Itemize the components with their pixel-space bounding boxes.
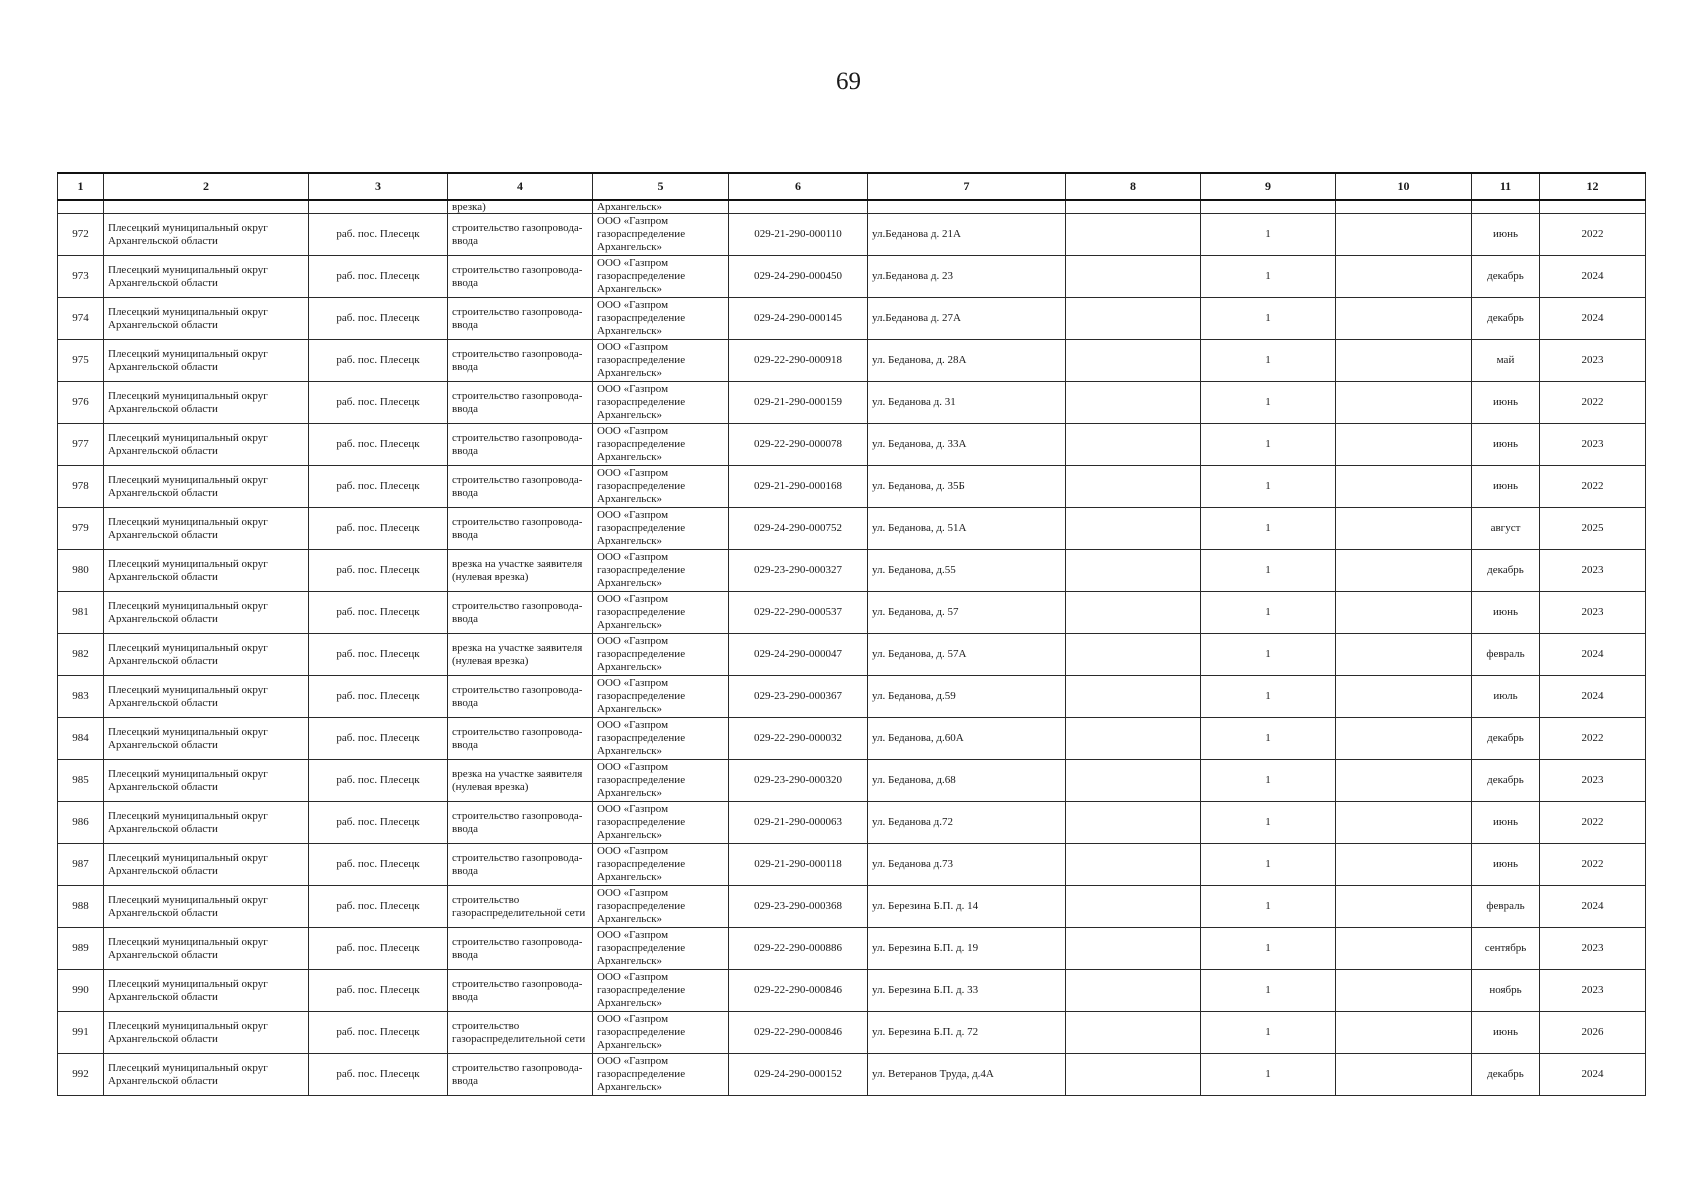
cell-col-10 (1336, 634, 1472, 676)
table-row (58, 970, 1646, 1012)
cell-col-5: ООО «Газпром газораспределение Архангельск» (593, 634, 729, 676)
cell-col-9: 1 (1201, 886, 1336, 928)
cell-col-5: ООО «Газпром газораспределение Архангельск» (593, 928, 729, 970)
cell-col-4: строительство газопровода-ввода (448, 970, 593, 1012)
cell-col-11: декабрь (1472, 298, 1540, 340)
cell-col-5: ООО «Газпром газораспределение Архангельск» (593, 844, 729, 886)
table-row (58, 844, 1646, 886)
cell-col-7: ул. Березина Б.П. д. 33 (868, 970, 1066, 1012)
cell-col-9: 1 (1201, 508, 1336, 550)
cell-col-1: 977 (58, 424, 104, 466)
cell-col-1: 974 (58, 298, 104, 340)
cell-col-6: 029-24-290-000752 (729, 508, 868, 550)
cell-col-6: 029-24-290-000450 (729, 256, 868, 298)
cell-col-7: ул. Беданова, д.68 (868, 760, 1066, 802)
cell-col-4: строительство газопровода-ввода (448, 928, 593, 970)
cell-col-3: раб. пос. Плесецк (309, 928, 448, 970)
table-row (58, 550, 1646, 592)
cell-col-12: 2022 (1540, 802, 1646, 844)
cell-col-11: июнь (1472, 466, 1540, 508)
cell-col-8 (1066, 256, 1201, 298)
cell-col-5: ООО «Газпром газораспределение Архангельск» (593, 802, 729, 844)
cell-col-8 (1066, 1054, 1201, 1096)
cell-col-2: Плесецкий муниципальный округ Архангельской области (104, 718, 309, 760)
cell-col-10 (1336, 550, 1472, 592)
cell-col-3: раб. пос. Плесецк (309, 550, 448, 592)
cell-col-1: 985 (58, 760, 104, 802)
cell-col-11: июнь (1472, 592, 1540, 634)
cell-col-5: ООО «Газпром газораспределение Архангельск» (593, 214, 729, 256)
cell-col-12: 2022 (1540, 382, 1646, 424)
cell-col-5: ООО «Газпром газораспределение Архангельск» (593, 340, 729, 382)
data-table (57, 172, 1646, 1096)
cell-col-7: ул. Беданова д. 31 (868, 382, 1066, 424)
cell-col-11: декабрь (1472, 1054, 1540, 1096)
cell-col-2: Плесецкий муниципальный округ Архангельской области (104, 844, 309, 886)
cell-col-10 (1336, 382, 1472, 424)
cell-col-2: Плесецкий муниципальный округ Архангельской области (104, 1054, 309, 1096)
cell-col-10 (1336, 466, 1472, 508)
cell-col-9: 1 (1201, 298, 1336, 340)
cell-col-5: ООО «Газпром газораспределение Архангельск» (593, 424, 729, 466)
cell-col-12: 2024 (1540, 634, 1646, 676)
cell-col-8 (1066, 634, 1201, 676)
cell-col-2: Плесецкий муниципальный округ Архангельской области (104, 382, 309, 424)
cell-col-2: Плесецкий муниципальный округ Архангельской области (104, 592, 309, 634)
cell-col-10 (1336, 1054, 1472, 1096)
cell-col-3: раб. пос. Плесецк (309, 424, 448, 466)
cell-col-6: 029-21-290-000063 (729, 802, 868, 844)
cell-col-4: строительство газораспределительной сети (448, 1012, 593, 1054)
cell-col-10 (1336, 844, 1472, 886)
cell-col-10 (1336, 970, 1472, 1012)
cell-col-4: строительство газопровода-ввода (448, 844, 593, 886)
cell-col-9: 1 (1201, 214, 1336, 256)
column-header-12: 12 (1540, 173, 1646, 200)
cell-col-8 (1066, 214, 1201, 256)
cell-col-2: Плесецкий муниципальный округ Архангельской области (104, 550, 309, 592)
table-row (58, 592, 1646, 634)
cell-col-6: 029-22-290-000846 (729, 1012, 868, 1054)
cell-col-5: ООО «Газпром газораспределение Архангельск» (593, 886, 729, 928)
cell-col-6: 029-22-290-000078 (729, 424, 868, 466)
cell-col-6: 029-23-290-000368 (729, 886, 868, 928)
cell-col-1: 979 (58, 508, 104, 550)
cell-col-9: 1 (1201, 550, 1336, 592)
cell-col-11: июнь (1472, 844, 1540, 886)
cell-col-4: строительство газопровода-ввода (448, 256, 593, 298)
cell-col-1: 972 (58, 214, 104, 256)
cell-col-6: 029-24-290-000145 (729, 298, 868, 340)
header-row (58, 173, 1646, 200)
cell-col-5: ООО «Газпром газораспределение Архангельск» (593, 508, 729, 550)
cell-col-4: строительство газопровода-ввода (448, 676, 593, 718)
cell-col-8 (1066, 550, 1201, 592)
cell-col-11: февраль (1472, 634, 1540, 676)
cell-col-8 (1066, 760, 1201, 802)
cell-col-9: 1 (1201, 466, 1336, 508)
cell-col-4: строительство газопровода-ввода (448, 466, 593, 508)
cell-col-2: Плесецкий муниципальный округ Архангельской области (104, 760, 309, 802)
cell-col-8 (1066, 466, 1201, 508)
cell-col-12: 2022 (1540, 466, 1646, 508)
table-row (58, 1012, 1646, 1054)
cell-col-9: 1 (1201, 424, 1336, 466)
cell-col-11: август (1472, 508, 1540, 550)
cell-col-4: строительство газопровода-ввода (448, 382, 593, 424)
cell-col-6: 029-22-290-000032 (729, 718, 868, 760)
cell-col-2: Плесецкий муниципальный округ Архангельской области (104, 886, 309, 928)
cell-col-1: 978 (58, 466, 104, 508)
cell-col-4: строительство газопровода-ввода (448, 1054, 593, 1096)
cell-col-11: июнь (1472, 802, 1540, 844)
cell-col-1: 992 (58, 1054, 104, 1096)
cell-col-10 (1336, 718, 1472, 760)
cell-col-8 (1066, 382, 1201, 424)
cell-col-2: Плесецкий муниципальный округ Архангельской области (104, 340, 309, 382)
cell-col-12: 2025 (1540, 508, 1646, 550)
cell-col-9: 1 (1201, 760, 1336, 802)
cell-col-5: ООО «Газпром газораспределение Архангельск» (593, 1054, 729, 1096)
cell-col-11: июнь (1472, 382, 1540, 424)
cell-col-5: ООО «Газпром газораспределение Архангельск» (593, 970, 729, 1012)
cell-col-5: ООО «Газпром газораспределение Архангельск» (593, 760, 729, 802)
cell-col-1: 976 (58, 382, 104, 424)
table-row (58, 466, 1646, 508)
cell-col-3: раб. пос. Плесецк (309, 886, 448, 928)
cell-col-8 (1066, 508, 1201, 550)
cell-col-12: 2023 (1540, 928, 1646, 970)
cell-col-5: ООО «Газпром газораспределение Архангельск» (593, 1012, 729, 1054)
cell-col-5: ООО «Газпром газораспределение Архангельск» (593, 592, 729, 634)
cell-col-7: ул.Беданова д. 21А (868, 214, 1066, 256)
cell-col-6: 029-22-290-000918 (729, 340, 868, 382)
cell-col-3: раб. пос. Плесецк (309, 508, 448, 550)
column-header-11: 11 (1472, 173, 1540, 200)
cell-col-2: Плесецкий муниципальный округ Архангельской области (104, 1012, 309, 1054)
cell-col-3: раб. пос. Плесецк (309, 382, 448, 424)
cell-col-7: ул. Беданова д.73 (868, 844, 1066, 886)
cell-col-7: ул. Ветеранов Труда, д.4А (868, 1054, 1066, 1096)
cell-col-6: 029-21-290-000168 (729, 466, 868, 508)
cell-col-11: июнь (1472, 1012, 1540, 1054)
cell-col-10 (1336, 214, 1472, 256)
cell-col-4: строительство газопровода-ввода (448, 298, 593, 340)
cell-col-7: ул. Беданова, д. 51А (868, 508, 1066, 550)
cell-col-1: 975 (58, 340, 104, 382)
table-row (58, 760, 1646, 802)
cell-col-5: ООО «Газпром газораспределение Архангельск» (593, 550, 729, 592)
cell-col-10 (1336, 1012, 1472, 1054)
cell-col-3: раб. пос. Плесецк (309, 214, 448, 256)
cell-col-7: ул. Березина Б.П. д. 72 (868, 1012, 1066, 1054)
cell-col-1: 986 (58, 802, 104, 844)
cell-col-5: ООО «Газпром газораспределение Архангельск» (593, 256, 729, 298)
cell-col-7: ул. Беданова, д. 28А (868, 340, 1066, 382)
cell-col-12: 2022 (1540, 718, 1646, 760)
cell-col-2: Плесецкий муниципальный округ Архангельской области (104, 214, 309, 256)
cell-col-11: июль (1472, 676, 1540, 718)
continuation-cell-4: врезка) (448, 200, 593, 214)
column-header-6: 6 (729, 173, 868, 200)
cell-col-8 (1066, 844, 1201, 886)
cell-col-9: 1 (1201, 340, 1336, 382)
cell-col-1: 981 (58, 592, 104, 634)
cell-col-12: 2024 (1540, 886, 1646, 928)
table-row (58, 382, 1646, 424)
table-row (58, 1054, 1646, 1096)
cell-col-5: ООО «Газпром газораспределение Архангельск» (593, 382, 729, 424)
continuation-cell-5: Архангельск» (593, 200, 729, 214)
cell-col-12: 2023 (1540, 970, 1646, 1012)
cell-col-12: 2026 (1540, 1012, 1646, 1054)
cell-col-6: 029-23-290-000320 (729, 760, 868, 802)
cell-col-1: 973 (58, 256, 104, 298)
cell-col-2: Плесецкий муниципальный округ Архангельской области (104, 508, 309, 550)
cell-col-9: 1 (1201, 1054, 1336, 1096)
cell-col-12: 2023 (1540, 592, 1646, 634)
cell-col-11: июнь (1472, 424, 1540, 466)
cell-col-3: раб. пос. Плесецк (309, 1012, 448, 1054)
cell-col-2: Плесецкий муниципальный округ Архангельской области (104, 676, 309, 718)
cell-col-10 (1336, 886, 1472, 928)
cell-col-8 (1066, 424, 1201, 466)
cell-col-9: 1 (1201, 970, 1336, 1012)
cell-col-9: 1 (1201, 256, 1336, 298)
cell-col-1: 991 (58, 1012, 104, 1054)
column-header-8: 8 (1066, 173, 1201, 200)
cell-col-9: 1 (1201, 1012, 1336, 1054)
cell-col-10 (1336, 592, 1472, 634)
table-row (58, 928, 1646, 970)
cell-col-11: декабрь (1472, 256, 1540, 298)
cell-col-2: Плесецкий муниципальный округ Архангельской области (104, 634, 309, 676)
cell-col-2: Плесецкий муниципальный округ Архангельской области (104, 802, 309, 844)
cell-col-10 (1336, 676, 1472, 718)
cell-col-11: декабрь (1472, 718, 1540, 760)
cell-col-11: февраль (1472, 886, 1540, 928)
cell-col-7: ул. Березина Б.П. д. 14 (868, 886, 1066, 928)
cell-col-5: ООО «Газпром газораспределение Архангельск» (593, 298, 729, 340)
cell-col-3: раб. пос. Плесецк (309, 760, 448, 802)
cell-col-2: Плесецкий муниципальный округ Архангельской области (104, 256, 309, 298)
cell-col-12: 2023 (1540, 760, 1646, 802)
cell-col-9: 1 (1201, 802, 1336, 844)
table-row (58, 634, 1646, 676)
cell-col-6: 029-24-290-000047 (729, 634, 868, 676)
table-row (58, 340, 1646, 382)
cell-col-9: 1 (1201, 592, 1336, 634)
continuation-row (58, 200, 1646, 214)
cell-col-11: май (1472, 340, 1540, 382)
column-header-3: 3 (309, 173, 448, 200)
cell-col-1: 990 (58, 970, 104, 1012)
cell-col-12: 2024 (1540, 256, 1646, 298)
cell-col-3: раб. пос. Плесецк (309, 802, 448, 844)
cell-col-1: 980 (58, 550, 104, 592)
table-row (58, 214, 1646, 256)
cell-col-10 (1336, 508, 1472, 550)
cell-col-1: 987 (58, 844, 104, 886)
column-header-1: 1 (58, 173, 104, 200)
cell-col-11: декабрь (1472, 550, 1540, 592)
cell-col-7: ул. Беданова, д. 57 (868, 592, 1066, 634)
cell-col-8 (1066, 592, 1201, 634)
cell-col-10 (1336, 340, 1472, 382)
cell-col-5: ООО «Газпром газораспределение Архангельск» (593, 466, 729, 508)
cell-col-11: ноябрь (1472, 970, 1540, 1012)
cell-col-1: 982 (58, 634, 104, 676)
cell-col-6: 029-21-290-000159 (729, 382, 868, 424)
cell-col-10 (1336, 424, 1472, 466)
cell-col-4: строительство газораспределительной сети (448, 886, 593, 928)
column-header-7: 7 (868, 173, 1066, 200)
table-row (58, 676, 1646, 718)
cell-col-7: ул. Беданова, д.55 (868, 550, 1066, 592)
cell-col-4: строительство газопровода-ввода (448, 340, 593, 382)
cell-col-5: ООО «Газпром газораспределение Архангельск» (593, 676, 729, 718)
cell-col-5: ООО «Газпром газораспределение Архангельск» (593, 718, 729, 760)
cell-col-2: Плесецкий муниципальный округ Архангельской области (104, 970, 309, 1012)
cell-col-11: сентябрь (1472, 928, 1540, 970)
cell-col-8 (1066, 928, 1201, 970)
cell-col-3: раб. пос. Плесецк (309, 1054, 448, 1096)
cell-col-7: ул. Беданова, д.60А (868, 718, 1066, 760)
cell-col-4: врезка на участке заявителя (нулевая врезка) (448, 760, 593, 802)
column-header-4: 4 (448, 173, 593, 200)
cell-col-4: строительство газопровода-ввода (448, 592, 593, 634)
cell-col-10 (1336, 760, 1472, 802)
cell-col-9: 1 (1201, 928, 1336, 970)
cell-col-2: Плесецкий муниципальный округ Архангельской области (104, 298, 309, 340)
column-header-5: 5 (593, 173, 729, 200)
cell-col-12: 2023 (1540, 550, 1646, 592)
table-row (58, 718, 1646, 760)
cell-col-9: 1 (1201, 718, 1336, 760)
cell-col-3: раб. пос. Плесецк (309, 256, 448, 298)
cell-col-3: раб. пос. Плесецк (309, 970, 448, 1012)
cell-col-8 (1066, 676, 1201, 718)
cell-col-7: ул.Беданова д. 27А (868, 298, 1066, 340)
cell-col-9: 1 (1201, 382, 1336, 424)
cell-col-3: раб. пос. Плесецк (309, 718, 448, 760)
cell-col-10 (1336, 298, 1472, 340)
cell-col-6: 029-22-290-000886 (729, 928, 868, 970)
cell-col-3: раб. пос. Плесецк (309, 634, 448, 676)
cell-col-12: 2024 (1540, 1054, 1646, 1096)
cell-col-10 (1336, 928, 1472, 970)
table-row (58, 256, 1646, 298)
cell-col-2: Плесецкий муниципальный округ Архангельской области (104, 928, 309, 970)
column-header-9: 9 (1201, 173, 1336, 200)
column-header-2: 2 (104, 173, 309, 200)
table-row (58, 802, 1646, 844)
cell-col-12: 2022 (1540, 844, 1646, 886)
cell-col-6: 029-21-290-000118 (729, 844, 868, 886)
cell-col-1: 989 (58, 928, 104, 970)
cell-col-9: 1 (1201, 676, 1336, 718)
cell-col-7: ул. Березина Б.П. д. 19 (868, 928, 1066, 970)
cell-col-12: 2023 (1540, 424, 1646, 466)
table-row (58, 508, 1646, 550)
cell-col-9: 1 (1201, 844, 1336, 886)
cell-col-4: врезка на участке заявителя (нулевая врезка) (448, 550, 593, 592)
cell-col-3: раб. пос. Плесецк (309, 844, 448, 886)
cell-col-11: декабрь (1472, 760, 1540, 802)
cell-col-8 (1066, 802, 1201, 844)
cell-col-6: 029-23-290-000367 (729, 676, 868, 718)
cell-col-7: ул. Беданова, д.59 (868, 676, 1066, 718)
cell-col-4: строительство газопровода-ввода (448, 802, 593, 844)
cell-col-12: 2022 (1540, 214, 1646, 256)
table-row (58, 298, 1646, 340)
cell-col-10 (1336, 256, 1472, 298)
table-row (58, 886, 1646, 928)
cell-col-7: ул. Беданова д.72 (868, 802, 1066, 844)
cell-col-8 (1066, 886, 1201, 928)
cell-col-2: Плесецкий муниципальный округ Архангельской области (104, 424, 309, 466)
cell-col-9: 1 (1201, 634, 1336, 676)
cell-col-1: 988 (58, 886, 104, 928)
cell-col-1: 984 (58, 718, 104, 760)
column-header-10: 10 (1336, 173, 1472, 200)
cell-col-8 (1066, 718, 1201, 760)
cell-col-1: 983 (58, 676, 104, 718)
cell-col-4: строительство газопровода-ввода (448, 718, 593, 760)
cell-col-3: раб. пос. Плесецк (309, 592, 448, 634)
cell-col-8 (1066, 340, 1201, 382)
cell-col-6: 029-23-290-000327 (729, 550, 868, 592)
cell-col-8 (1066, 1012, 1201, 1054)
cell-col-7: ул. Беданова, д. 57А (868, 634, 1066, 676)
cell-col-4: строительство газопровода-ввода (448, 508, 593, 550)
table-row (58, 424, 1646, 466)
cell-col-10 (1336, 802, 1472, 844)
cell-col-4: строительство газопровода-ввода (448, 214, 593, 256)
cell-col-2: Плесецкий муниципальный округ Архангельской области (104, 466, 309, 508)
cell-col-7: ул. Беданова, д. 33А (868, 424, 1066, 466)
cell-col-3: раб. пос. Плесецк (309, 466, 448, 508)
cell-col-8 (1066, 970, 1201, 1012)
cell-col-6: 029-22-290-000846 (729, 970, 868, 1012)
cell-col-7: ул.Беданова д. 23 (868, 256, 1066, 298)
cell-col-4: врезка на участке заявителя (нулевая врезка) (448, 634, 593, 676)
cell-col-12: 2024 (1540, 298, 1646, 340)
cell-col-4: строительство газопровода-ввода (448, 424, 593, 466)
cell-col-12: 2023 (1540, 340, 1646, 382)
page-number: 69 (836, 68, 861, 95)
cell-col-6: 029-22-290-000537 (729, 592, 868, 634)
cell-col-3: раб. пос. Плесецк (309, 676, 448, 718)
cell-col-11: июнь (1472, 214, 1540, 256)
cell-col-6: 029-24-290-000152 (729, 1054, 868, 1096)
cell-col-12: 2024 (1540, 676, 1646, 718)
cell-col-3: раб. пос. Плесецк (309, 298, 448, 340)
cell-col-3: раб. пос. Плесецк (309, 340, 448, 382)
cell-col-8 (1066, 298, 1201, 340)
cell-col-6: 029-21-290-000110 (729, 214, 868, 256)
cell-col-7: ул. Беданова, д. 35Б (868, 466, 1066, 508)
